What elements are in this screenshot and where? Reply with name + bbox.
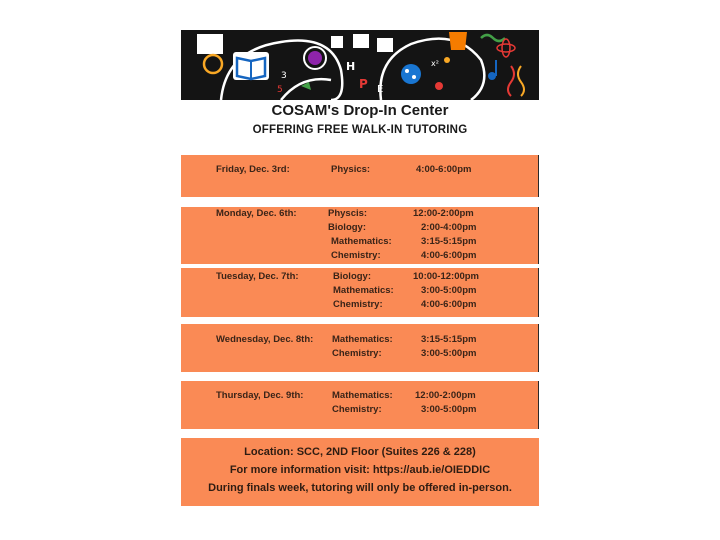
info-link-text: For more information visit: https://aub.ie/OIEDDIC (229, 464, 491, 476)
subject-label: Biology: (328, 222, 366, 233)
schedule-day-friday (181, 155, 539, 197)
subject-label: Chemistry: (332, 348, 382, 359)
subject-label: Chemistry: (331, 250, 381, 261)
day-label: Wednesday, Dec. 8th: (216, 334, 314, 345)
svg-text:P: P (359, 77, 368, 91)
subject-label: Chemistry: (333, 299, 383, 310)
day-label: Friday, Dec. 3rd: (216, 164, 290, 175)
subject-label: Mathematics: (333, 285, 394, 296)
time-label: 12:00-2:00pm (413, 208, 474, 219)
page-title: COSAM's Drop-In Center (271, 102, 449, 119)
time-label: 4:00-6:00pm (421, 299, 477, 310)
schedule-day-tuesday (181, 268, 539, 317)
subject-label: Mathematics: (332, 334, 393, 345)
time-label: 3:15-5:15pm (421, 236, 477, 247)
schedule-day-monday (181, 207, 539, 264)
subject-label: Chemistry: (332, 404, 382, 415)
finals-note: During finals week, tutoring will only be offered in-person. (208, 482, 512, 494)
svg-text:5: 5 (277, 85, 283, 95)
svg-text:3: 3 (281, 71, 287, 81)
subject-label: Mathematics: (331, 236, 392, 247)
info-footer (181, 438, 539, 506)
schedule-day-wednesday (181, 324, 539, 372)
svg-text:E: E (377, 84, 384, 95)
stem-doodle-banner (181, 30, 539, 100)
time-label: 2:00-4:00pm (421, 222, 477, 233)
time-label: 12:00-2:00pm (415, 390, 476, 401)
time-label: 3:15-5:15pm (421, 334, 477, 345)
schedule-day-thursday (181, 381, 539, 429)
location-text: Location: SCC, 2ND Floor (Suites 226 & 228) (244, 446, 476, 458)
time-label: 3:00-5:00pm (421, 348, 477, 359)
time-label: 4:00-6:00pm (416, 164, 472, 175)
page-subtitle: OFFERING FREE WALK-IN TUTORING (252, 124, 468, 136)
subject-label: Physics: (331, 164, 371, 175)
day-label: Tuesday, Dec. 7th: (216, 271, 299, 282)
day-label: Thursday, Dec. 9th: (216, 390, 304, 401)
subject-label: Biology: (333, 271, 371, 282)
svg-text:H: H (346, 60, 356, 73)
day-label: Monday, Dec. 6th: (216, 208, 297, 219)
subject-label: Mathematics: (332, 390, 393, 401)
subject-label: Physcis: (328, 208, 368, 219)
time-label: 3:00-5:00pm (421, 404, 477, 415)
time-label: 10:00-12:00pm (413, 271, 480, 282)
time-label: 3:00-5:00pm (421, 285, 477, 296)
svg-text:x²: x² (431, 59, 439, 68)
time-label: 4:00-6:00pm (421, 250, 477, 261)
